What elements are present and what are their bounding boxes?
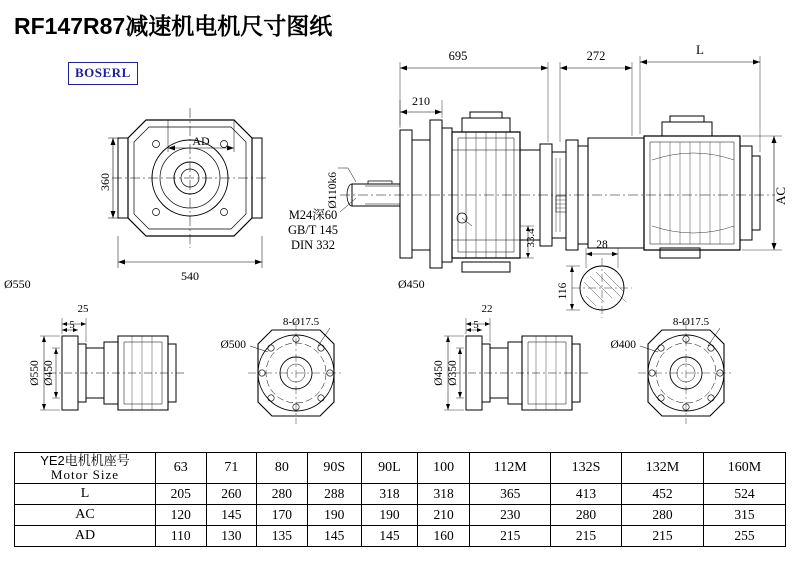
cell-L-100: 318 xyxy=(417,484,469,505)
view-flange-side-1 xyxy=(40,318,186,410)
dim-695: 695 xyxy=(448,49,468,63)
cell-AC-132S: 280 xyxy=(551,505,622,526)
cell-L-112M: 365 xyxy=(470,484,551,505)
motor-size-cell: 80 xyxy=(257,453,308,484)
cell-L-132S: 413 xyxy=(551,484,622,505)
cell-AD-160M: 255 xyxy=(703,526,785,547)
dim-350-left: Ø350 xyxy=(447,360,459,386)
cell-AD-90S: 145 xyxy=(307,526,361,547)
table-row xyxy=(15,526,786,547)
row-label-AD: AD xyxy=(15,526,156,547)
motor-size-cell: 132M xyxy=(621,453,703,484)
dim-110k6: Ø110k6 xyxy=(327,172,339,209)
dim-500: Ø500 xyxy=(220,339,246,351)
dim-5a: 5 xyxy=(69,319,75,331)
thread-callout-line2: GB/T 145 xyxy=(287,223,339,237)
dim-210: 210 xyxy=(412,94,430,108)
dim-116: 116 xyxy=(557,282,569,300)
table-row xyxy=(15,484,786,505)
dim-25: 25 xyxy=(77,303,89,315)
cell-AD-63: 110 xyxy=(156,526,207,547)
motor-size-cell: 63 xyxy=(156,453,207,484)
dim-holes-1: 8-Ø17.5 xyxy=(282,316,320,328)
cell-L-71: 260 xyxy=(206,484,257,505)
dim-33-4: 33.4 xyxy=(525,228,537,248)
row-label-L: L xyxy=(15,484,156,505)
cell-AC-63: 120 xyxy=(156,505,207,526)
cell-AD-132S: 215 xyxy=(551,526,622,547)
dim-holes-2: 8-Ø17.5 xyxy=(672,316,710,328)
motor-size-cell: 132S xyxy=(551,453,622,484)
dim-AD: AD xyxy=(192,134,210,148)
dim-360: 360 xyxy=(98,173,112,191)
motor-size-cell: 71 xyxy=(206,453,257,484)
motor-size-cell: 160M xyxy=(703,453,785,484)
dim-5b: 5 xyxy=(473,319,479,331)
view-flange-circle-1 xyxy=(248,322,344,424)
cell-AC-80: 170 xyxy=(257,505,308,526)
logo-text: BOSERL xyxy=(75,65,131,80)
motor-size-cell: 112M xyxy=(470,453,551,484)
table-header-row xyxy=(15,453,786,484)
dim-AC: AC xyxy=(773,186,788,206)
cell-AC-90L: 190 xyxy=(361,505,417,526)
table-header-label xyxy=(15,453,156,484)
page-title: RF147R87减速机电机尺寸图纸 xyxy=(14,13,333,39)
dim-L: L xyxy=(696,42,704,57)
dim-28: 28 xyxy=(596,239,608,251)
cell-L-90S: 288 xyxy=(307,484,361,505)
table-row xyxy=(15,505,786,526)
dim-22: 22 xyxy=(481,303,493,315)
cell-L-63: 205 xyxy=(156,484,207,505)
cell-AC-160M: 315 xyxy=(703,505,785,526)
dim-550-top: Ø550 xyxy=(4,277,31,291)
dim-450-top: Ø450 xyxy=(398,277,425,291)
table-header-label-cn: YE2电机机座号 xyxy=(40,453,130,469)
row-label-AC: AC xyxy=(15,505,156,526)
dim-450-left: Ø450 xyxy=(43,360,55,386)
dim-450-mid: Ø450 xyxy=(433,360,445,386)
motor-size-cell: 100 xyxy=(417,453,469,484)
dim-550-left: Ø550 xyxy=(29,360,41,386)
cell-AC-100: 210 xyxy=(417,505,469,526)
cell-AC-132M: 280 xyxy=(621,505,703,526)
motor-size-table xyxy=(14,452,786,547)
cell-L-132M: 452 xyxy=(621,484,703,505)
view-front-left xyxy=(108,108,268,268)
cell-AC-90S: 190 xyxy=(307,505,361,526)
dim-272: 272 xyxy=(586,49,606,63)
dim-400: Ø400 xyxy=(610,339,636,351)
cell-AD-90L: 145 xyxy=(361,526,417,547)
table-header-label-en: Motor Size xyxy=(50,467,120,482)
cell-AD-112M: 215 xyxy=(470,526,551,547)
thread-callout-line3: DIN 332 xyxy=(290,238,336,252)
cell-AD-71: 130 xyxy=(206,526,257,547)
cell-L-80: 280 xyxy=(257,484,308,505)
thread-callout-line1: M24深60 xyxy=(288,208,338,222)
view-flange-circle-2 xyxy=(638,322,734,424)
cell-AC-71: 145 xyxy=(206,505,257,526)
cell-AC-112M: 230 xyxy=(470,505,551,526)
cell-AD-100: 160 xyxy=(417,526,469,547)
cell-AD-132M: 215 xyxy=(621,526,703,547)
view-flange-side-2 xyxy=(444,318,590,410)
motor-size-cell: 90S xyxy=(307,453,361,484)
cell-L-90L: 318 xyxy=(361,484,417,505)
motor-size-cell: 90L xyxy=(361,453,417,484)
dim-540: 540 xyxy=(181,269,199,283)
cell-AD-80: 135 xyxy=(257,526,308,547)
cell-L-160M: 524 xyxy=(703,484,785,505)
